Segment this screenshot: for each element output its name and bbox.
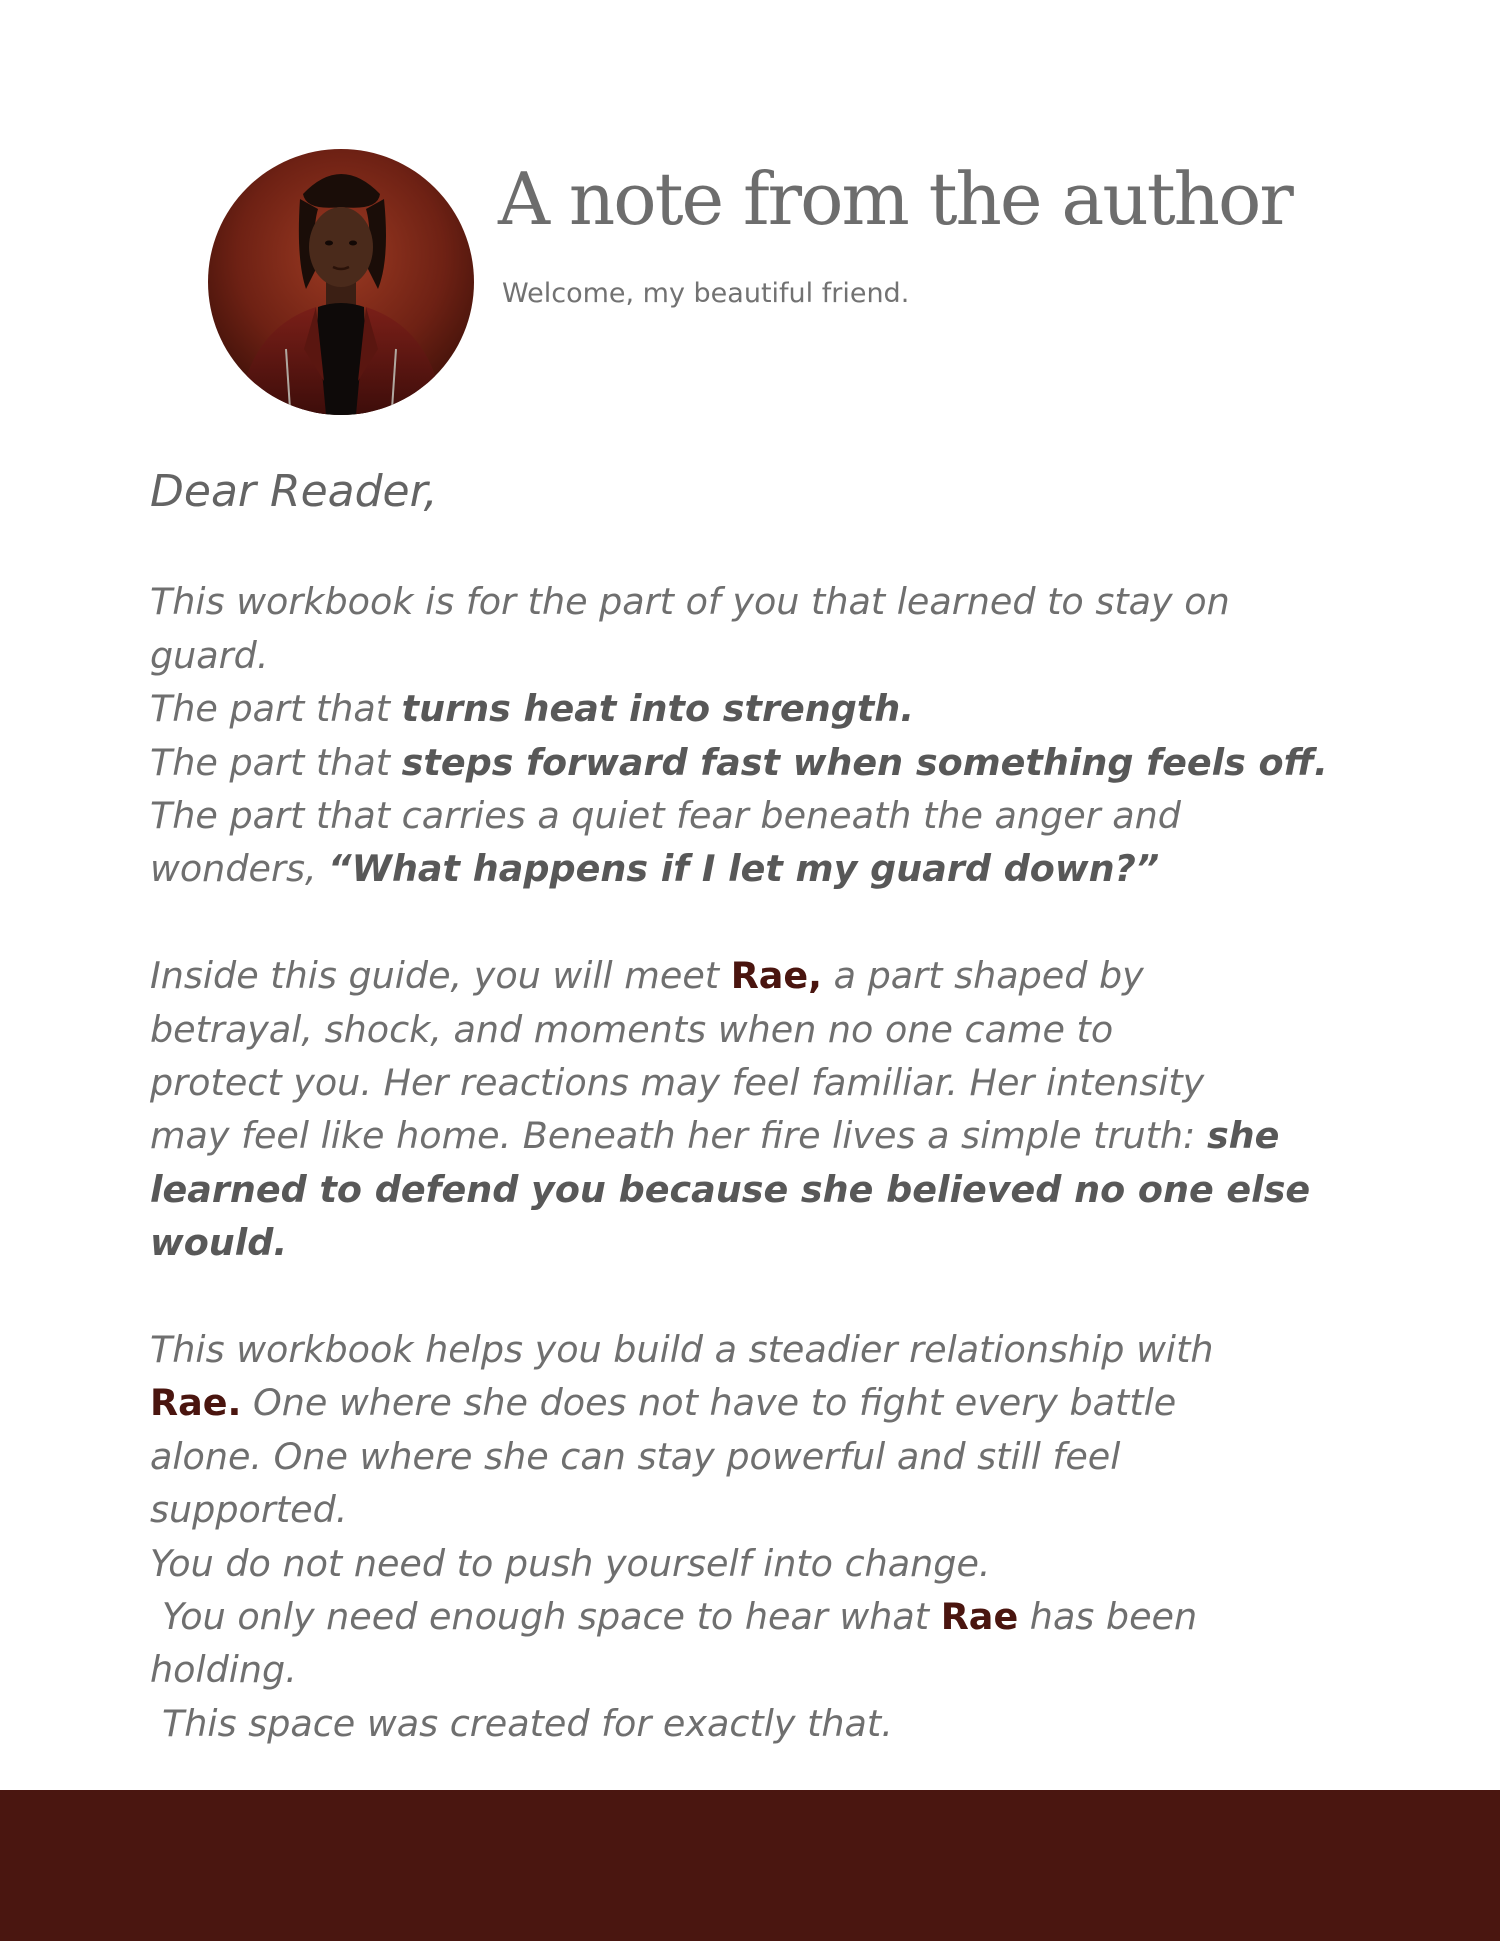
emphasis-quote: “What happens if I let my guard down?” [328, 847, 1160, 891]
page-subtitle: Welcome, my beautiful friend. [502, 278, 910, 309]
paragraph-line: This workbook is for the part of you that learned to stay on [150, 580, 1230, 624]
line-text: Inside this guide, you will meet [150, 954, 731, 998]
character-name-rae: Rae, [730, 954, 823, 998]
emphasis-text: steps forward fast when something feels off. [401, 740, 1328, 784]
paragraph-line: You do not need to push yourself into change. [150, 1541, 991, 1585]
character-name-rae: Rae [940, 1595, 1019, 1639]
line-text: a part shaped by [822, 954, 1144, 998]
letter-paragraph-3 [150, 1323, 1390, 1750]
letter-paragraph-2 [150, 949, 1390, 1269]
paragraph-line: protect you. Her reactions may feel familiar. Her intensity [150, 1061, 1205, 1105]
paragraph-line [150, 1109, 1390, 1162]
character-name-rae: Rae. [150, 1381, 242, 1425]
paragraph-line: The part that carries a quiet fear beneath the anger and [150, 794, 1181, 838]
line-text: The part that [150, 740, 402, 784]
paragraph-line: This workbook helps you build a steadier relationship with [150, 1328, 1214, 1372]
author-letter [150, 462, 1390, 1750]
paragraph-line: This space was created for exactly that. [162, 1701, 893, 1745]
footer-color-band [0, 1790, 1500, 1941]
letter-paragraph-1 [150, 575, 1390, 895]
paragraph-line: guard. [150, 633, 269, 677]
paragraph-line [150, 1376, 1390, 1429]
line-text: The part that [150, 687, 402, 731]
line-text: One where she does not have to fight every battle [241, 1381, 1177, 1425]
line-text: has been [1018, 1595, 1198, 1639]
portrait-illustration [208, 149, 474, 415]
paragraph-line [150, 1590, 1390, 1643]
paragraph-line [150, 736, 1390, 789]
paragraph-line: would. [150, 1221, 288, 1265]
line-text: You only need enough space to hear what [162, 1595, 941, 1639]
paragraph-line: learned to defend you because she believed no one else [150, 1167, 1311, 1211]
line-text: wonders, [150, 847, 329, 891]
author-portrait-avatar [208, 149, 474, 415]
emphasis-text: she [1206, 1114, 1280, 1158]
paragraph-line: betrayal, shock, and moments when no one came to [150, 1007, 1114, 1051]
paragraph-line: holding. [150, 1648, 297, 1692]
line-text: may feel like home. Beneath her fire lives a simple truth: [150, 1114, 1207, 1158]
page-title: A note from the author [498, 157, 1292, 241]
paragraph-line: supported. [150, 1488, 348, 1532]
paragraph-line [150, 682, 1390, 735]
paragraph-line [150, 949, 1390, 1002]
author-note-header [0, 0, 1500, 440]
emphasis-text: turns heat into strength. [401, 687, 915, 731]
paragraph-line: alone. One where she can stay powerful and still feel [150, 1434, 1121, 1478]
letter-salutation: Dear Reader, [150, 466, 438, 517]
paragraph-line [150, 842, 1390, 895]
